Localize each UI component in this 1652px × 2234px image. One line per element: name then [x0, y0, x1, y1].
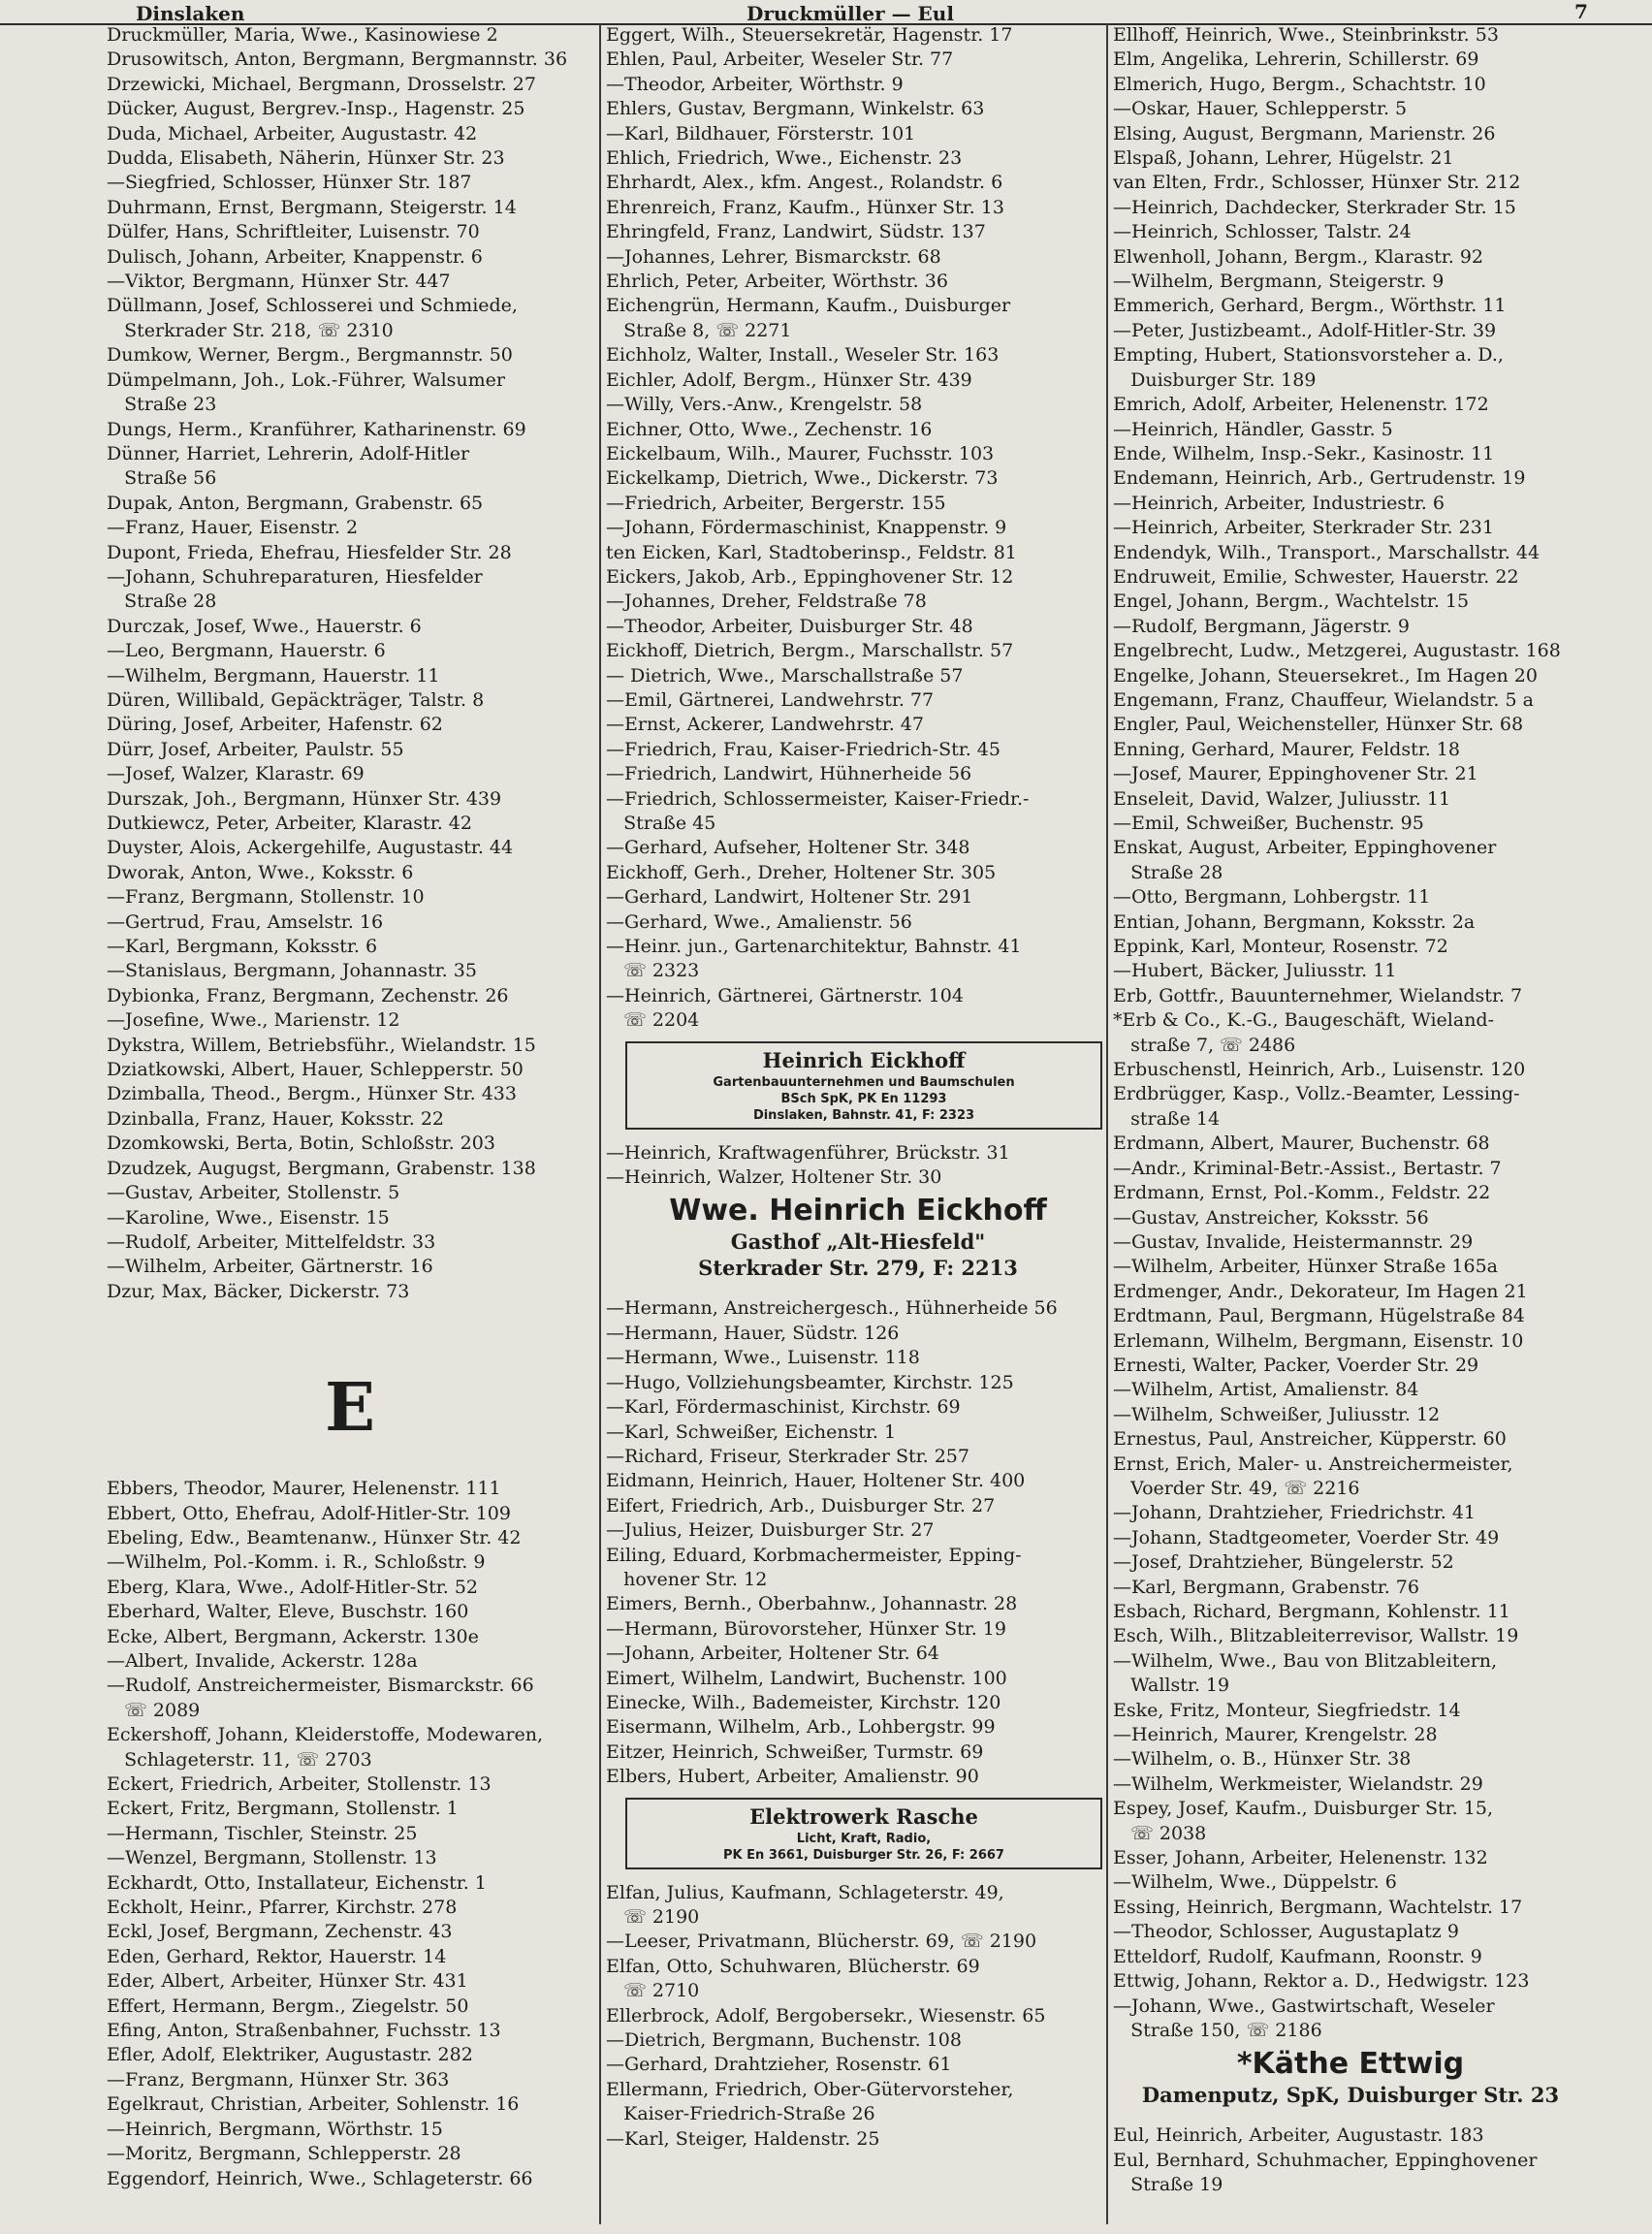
- directory-entry: Engelke, Johann, Steuersekret., Im Hagen 20: [1113, 664, 1538, 686]
- directory-entry: Enskat, August, Arbeiter, Eppinghovener: [1113, 837, 1497, 859]
- directory-entry: —Johannes, Dreher, Feldstraße 78: [606, 590, 927, 613]
- directory-entry: — Dietrich, Wwe., Marschallstraße 57: [606, 664, 964, 686]
- directory-entry: Endemann, Heinrich, Arb., Gertrudenstr. 19: [1113, 467, 1526, 490]
- directory-entry: Enning, Gerhard, Maurer, Feldstr. 18: [1113, 738, 1460, 760]
- directory-entry: —Theodor, Arbeiter, Wörthstr. 9: [606, 73, 904, 95]
- directory-entry: Ebeling, Edw., Beamtenanw., Hünxer Str. 42: [107, 1526, 522, 1548]
- directory-entry: Eckershoff, Johann, Kleiderstoffe, Modewaren,: [107, 1724, 544, 1746]
- directory-entry: —Wilhelm, Wwe., Bau von Blitzableitern,: [1113, 1649, 1498, 1672]
- directory-entry: —Gerhard, Wwe., Amalienstr. 56: [606, 910, 912, 933]
- directory-entry: Enseleit, David, Walzer, Juliusstr. 11: [1113, 787, 1451, 810]
- directory-entry: —Richard, Friseur, Sterkrader Str. 257: [606, 1445, 969, 1467]
- directory-entry: Duhrmann, Ernst, Bergmann, Steigerstr. 14: [107, 196, 517, 218]
- directory-entry: —Gerhard, Landwirt, Holtener Str. 291: [606, 886, 973, 909]
- directory-entry: Eickelbaum, Wilh., Maurer, Fuchsstr. 103: [606, 442, 995, 464]
- advertisement-title: Elektrowerk Rasche: [749, 1803, 978, 1829]
- directory-entry: Eggert, Wilh., Steuersekretär, Hagenstr. 17: [606, 24, 1013, 46]
- directory-entry: Elspaß, Johann, Lehrer, Hügelstr. 21: [1113, 147, 1454, 170]
- directory-entry: Eckert, Friedrich, Arbeiter, Stollenstr. 13: [107, 1773, 492, 1795]
- directory-entry: —Heinrich, Bergmann, Wörthstr. 15: [107, 2118, 443, 2140]
- directory-entry: Dudda, Elisabeth, Näherin, Hünxer Str. 23: [107, 147, 505, 170]
- directory-entry: Duisburger Str. 189: [1113, 368, 1317, 391]
- directory-entry: Straße 56: [107, 467, 217, 490]
- directory-entry: Ebbert, Otto, Ehefrau, Adolf-Hitler-Str. 109: [107, 1502, 511, 1524]
- directory-entry: Straße 23: [107, 394, 217, 416]
- directory-entry: Eichner, Otto, Wwe., Zechenstr. 16: [606, 418, 933, 440]
- directory-entry: Straße 45: [606, 813, 716, 834]
- directory-entry: Eppink, Karl, Monteur, Rosenstr. 72: [1113, 936, 1448, 958]
- directory-entry: Eul, Bernhard, Schuhmacher, Eppinghovener: [1113, 2149, 1538, 2171]
- advertisement-line: Gartenbauunternehmen und Baumschulen: [713, 1074, 1015, 1090]
- directory-entry: Straße 8, ☏ 2271: [606, 319, 792, 341]
- directory-entry: Eul, Heinrich, Arbeiter, Augustastr. 183: [1113, 2124, 1484, 2147]
- directory-entry: Düring, Josef, Arbeiter, Hafenstr. 62: [107, 714, 443, 736]
- directory-entry: Ehlen, Paul, Arbeiter, Weseler Str. 77: [606, 48, 954, 71]
- directory-entry: —Johann, Arbeiter, Holtener Str. 64: [606, 1643, 939, 1665]
- directory-entry: Eske, Fritz, Monteur, Siegfriedstr. 14: [1113, 1699, 1461, 1721]
- directory-entry: Efler, Adolf, Elektriker, Augustastr. 282: [107, 2044, 473, 2066]
- directory-entry: —Heinrich, Maurer, Krengelstr. 28: [1113, 1724, 1438, 1746]
- directory-entry: —Franz, Bergmann, Hünxer Str. 363: [107, 2068, 450, 2090]
- directory-entry: —Friedrich, Schlossermeister, Kaiser-Friedr.-: [606, 787, 1030, 810]
- directory-entry: Kaiser-Friedrich-Straße 26: [606, 2103, 875, 2125]
- directory-entry: Dzinballa, Franz, Hauer, Koksstr. 22: [107, 1107, 445, 1130]
- directory-entry: Dülfer, Hans, Schriftleiter, Luisenstr. 70: [107, 221, 480, 243]
- directory-entry: Eickhoff, Gerh., Dreher, Holtener Str. 305: [606, 861, 997, 883]
- directory-entry: Erbuschenstl, Heinrich, Arb., Luisenstr. 120: [1113, 1059, 1526, 1081]
- directory-entry: Eckert, Fritz, Bergmann, Stollenstr. 1: [107, 1798, 459, 1820]
- directory-entry: —Hermann, Tischler, Steinstr. 25: [107, 1822, 418, 1844]
- directory-entry: —Wilhelm, o. B., Hünxer Str. 38: [1113, 1748, 1412, 1771]
- directory-entry: Dutkiewcz, Peter, Arbeiter, Klarastr. 42: [107, 813, 472, 834]
- directory-entry: —Wilhelm, Schweißer, Juliusstr. 12: [1113, 1403, 1441, 1425]
- directory-entry: Esser, Johann, Arbeiter, Helenenstr. 132: [1113, 1847, 1488, 1869]
- directory-entry: Erlemann, Wilhelm, Bergmann, Eisenstr. 10: [1113, 1329, 1524, 1352]
- directory-entry: Eickers, Jakob, Arb., Eppinghovener Str. 12: [606, 565, 1014, 588]
- directory-entry: —Franz, Bergmann, Stollenstr. 10: [107, 886, 425, 909]
- directory-entry: Dzimballa, Theod., Bergm., Hünxer Str. 433: [107, 1083, 517, 1105]
- directory-entry: —Wilhelm, Artist, Amalienstr. 84: [1113, 1379, 1419, 1401]
- directory-entry: Eckhardt, Otto, Installateur, Eichenstr. 1: [107, 1871, 487, 1894]
- page-number: 7: [1574, 0, 1588, 23]
- directory-entry: Elwenholl, Johann, Bergm., Klarastr. 92: [1113, 245, 1484, 268]
- directory-entry: Straße 28: [107, 590, 217, 613]
- directory-entry: Dumkow, Werner, Bergm., Bergmannstr. 50: [107, 344, 513, 367]
- directory-entry: —Josefine, Wwe., Marienstr. 12: [107, 1009, 400, 1032]
- directory-entry: Erb, Gottfr., Bauunternehmer, Wielandstr. 7: [1113, 984, 1523, 1006]
- directory-entry: —Gertrud, Frau, Amselstr. 16: [107, 910, 384, 933]
- directory-entry: Dünner, Harriet, Lehrerin, Adolf-Hitler: [107, 442, 470, 464]
- directory-entry: Efing, Anton, Straßenbahner, Fuchsstr. 13: [107, 2020, 501, 2042]
- directory-entry: Ernestus, Paul, Anstreicher, Küpperstr. 60: [1113, 1428, 1507, 1451]
- directory-entry: Etteldorf, Rudolf, Kaufmann, Roonstr. 9: [1113, 1945, 1482, 1967]
- directory-entry: Engel, Johann, Bergm., Wachtelstr. 15: [1113, 590, 1470, 613]
- directory-entry: Eifert, Friedrich, Arb., Duisburger Str. 27: [606, 1494, 996, 1516]
- directory-entry: —Albert, Invalide, Ackerstr. 128a: [107, 1649, 418, 1672]
- directory-entry: —Gerhard, Aufseher, Holtener Str. 348: [606, 837, 970, 859]
- directory-entry: Dykstra, Willem, Betriebsführ., Wielandstr. 15: [107, 1034, 536, 1056]
- directory-entry: —Friedrich, Frau, Kaiser-Friedrich-Str. 45: [606, 738, 1001, 760]
- directory-entry: —Heinrich, Händler, Gasstr. 5: [1113, 418, 1393, 440]
- directory-entry: Drusowitsch, Anton, Bergmann, Bergmannstr. 36: [107, 48, 568, 71]
- section-letter: E: [325, 1369, 375, 1448]
- directory-entry: Dzomkowski, Berta, Botin, Schloßstr. 203: [107, 1133, 495, 1155]
- page-header: [0, 0, 1652, 25]
- advertisement-title: Wwe. Heinrich Eickhoff: [669, 1194, 1047, 1229]
- directory-entry: Effert, Hermann, Bergm., Ziegelstr. 50: [107, 1995, 469, 2017]
- directory-entry: —Hermann, Hauer, Südstr. 126: [606, 1322, 900, 1344]
- directory-entry: —Wilhelm, Arbeiter, Gärtnerstr. 16: [107, 1256, 433, 1278]
- directory-entry: —Hubert, Bäcker, Juliusstr. 11: [1113, 960, 1397, 982]
- header-name-range: Druckmüller — Eul: [747, 2, 954, 25]
- directory-entry: Dzudzek, Augugst, Bergmann, Grabenstr. 138: [107, 1157, 536, 1179]
- directory-entry: Elmerich, Hugo, Bergm., Schachtstr. 10: [1113, 73, 1486, 95]
- directory-entry: Duyster, Alois, Ackergehilfe, Augustastr. 44: [107, 837, 514, 859]
- directory-entry: Ebbers, Theodor, Maurer, Helenenstr. 111: [107, 1478, 501, 1500]
- directory-entry: Durczak, Josef, Wwe., Hauerstr. 6: [107, 615, 422, 637]
- directory-entry: —Karl, Bergmann, Grabenstr. 76: [1113, 1576, 1419, 1598]
- directory-entry: ☏ 2190: [606, 1906, 700, 1928]
- directory-entry: straße 14: [1113, 1107, 1221, 1130]
- directory-entry: Ehlich, Friedrich, Wwe., Eichenstr. 23: [606, 147, 963, 170]
- directory-entry: —Friedrich, Arbeiter, Bergerstr. 155: [606, 492, 946, 514]
- directory-entry: —Rudolf, Anstreichermeister, Bismarckstr. 66: [107, 1675, 534, 1697]
- directory-entry: Entian, Johann, Bergmann, Koksstr. 2a: [1113, 910, 1476, 933]
- directory-entry: —Josef, Walzer, Klarastr. 69: [107, 763, 365, 785]
- advertisement-line: PK En 3661, Duisburger Str. 26, F: 2667: [723, 1847, 1004, 1863]
- directory-entry: —Gustav, Anstreicher, Koksstr. 56: [1113, 1206, 1429, 1229]
- directory-entry: —Hermann, Wwe., Luisenstr. 118: [606, 1347, 920, 1369]
- advertisement-line: Dinslaken, Bahnstr. 41, F: 2323: [752, 1107, 975, 1123]
- directory-entry: —Hermann, Anstreichergesch., Hühnerheide 56: [606, 1297, 1058, 1320]
- advertisement-line: Gasthof „Alt-Hiesfeld": [730, 1229, 986, 1255]
- directory-entry: —Theodor, Schlosser, Augustaplatz 9: [1113, 1921, 1459, 1943]
- directory-entry: Ehringfeld, Franz, Landwirt, Südstr. 137: [606, 221, 986, 243]
- directory-entry: Ende, Wilhelm, Insp.-Sekr., Kasinostr. 11: [1113, 442, 1495, 464]
- directory-entry: —Peter, Justizbeamt., Adolf-Hitler-Str. 39: [1113, 319, 1497, 341]
- directory-entry: —Heinrich, Schlosser, Talstr. 24: [1113, 221, 1412, 243]
- directory-entry: —Gustav, Arbeiter, Stollenstr. 5: [107, 1182, 400, 1204]
- directory-entry: —Oskar, Hauer, Schlepperstr. 5: [1113, 98, 1408, 120]
- directory-entry: Eden, Gerhard, Rektor, Hauerstr. 14: [107, 1945, 447, 1967]
- directory-entry: Endruweit, Emilie, Schwester, Hauerstr. 22: [1113, 565, 1519, 588]
- directory-entry: ten Eicken, Karl, Stadtoberinsp., Feldstr. 81: [606, 541, 1017, 563]
- advertisement-line: Damenputz, SpK, Duisburger Str. 23: [1141, 2083, 1560, 2108]
- directory-entry: —Karl, Bergmann, Koksstr. 6: [107, 936, 378, 958]
- directory-entry: —Johannes, Lehrer, Bismarckstr. 68: [606, 245, 941, 268]
- directory-entry: —Leo, Bergmann, Hauerstr. 6: [107, 640, 386, 662]
- directory-entry: —Hugo, Vollziehungsbeamter, Kirchstr. 125: [606, 1371, 1014, 1393]
- directory-entry: Dupont, Frieda, Ehefrau, Hiesfelder Str. 28: [107, 541, 512, 563]
- directory-entry: —Wilhelm, Bergmann, Steigerstr. 9: [1113, 271, 1445, 293]
- directory-entry: —Gerhard, Drahtzieher, Rosenstr. 61: [606, 2054, 952, 2076]
- directory-entry: —Franz, Hauer, Eisenstr. 2: [107, 517, 359, 539]
- directory-entry: Straße 28: [1113, 861, 1223, 883]
- directory-entry: Endendyk, Wilh., Transport., Marschallstr. 44: [1113, 541, 1541, 563]
- directory-entry: *Erb & Co., K.-G., Baugeschäft, Wieland-: [1113, 1009, 1495, 1032]
- directory-entry: —Heinrich, Arbeiter, Sterkrader Str. 231: [1113, 517, 1494, 539]
- directory-entry: Dücker, August, Bergrev.-Insp., Hagenstr. 25: [107, 98, 525, 120]
- directory-entry: —Josef, Drahtzieher, Büngelerstr. 52: [1113, 1551, 1454, 1574]
- directory-entry: —Dietrich, Bergmann, Buchenstr. 108: [606, 2029, 962, 2052]
- directory-entry: Eggendorf, Heinrich, Wwe., Schlageterstr. 66: [107, 2167, 533, 2189]
- directory-entry: —Karl, Fördermaschinist, Kirchstr. 69: [606, 1396, 961, 1419]
- directory-entry: —Emil, Gärtnerei, Landwehrstr. 77: [606, 688, 935, 711]
- directory-entry: —Otto, Bergmann, Lohbergstr. 11: [1113, 886, 1431, 909]
- header-city: Dinslaken: [136, 2, 245, 25]
- directory-entry: hovener Str. 12: [606, 1568, 768, 1590]
- directory-entry: straße 7, ☏ 2486: [1113, 1034, 1296, 1056]
- advertisement-title: Heinrich Eickhoff: [762, 1047, 966, 1072]
- directory-entry: Ehrlich, Peter, Arbeiter, Wörthstr. 36: [606, 271, 948, 293]
- advertisement-line: Sterkrader Str. 279, F: 2213: [698, 1256, 1018, 1281]
- directory-entry: Straße 150, ☏ 2186: [1113, 2019, 1322, 2041]
- directory-entry: Dziatkowski, Albert, Hauer, Schlepperstr. 50: [107, 1059, 524, 1081]
- directory-entry: —Ernst, Ackerer, Landwehrstr. 47: [606, 714, 924, 736]
- directory-entry: Schlageterstr. 11, ☏ 2703: [107, 1748, 372, 1771]
- directory-entry: ☏ 2089: [107, 1699, 201, 1721]
- directory-entry: Ecke, Albert, Bergmann, Ackerstr. 130e: [107, 1625, 479, 1647]
- column-1: [107, 23, 593, 2191]
- directory-entry: —Johann, Drahtzieher, Friedrichstr. 41: [1113, 1502, 1476, 1524]
- directory-entry: ☏ 2710: [606, 1980, 700, 2002]
- directory-entry: —Karl, Bildhauer, Försterstr. 101: [606, 122, 916, 144]
- directory-entry: —Johann, Fördermaschinist, Knappenstr. 9: [606, 517, 1007, 539]
- directory-entry: —Karoline, Wwe., Eisenstr. 15: [107, 1206, 390, 1229]
- column-3: [1113, 23, 1588, 2198]
- directory-entry: —Julius, Heizer, Duisburger Str. 27: [606, 1519, 935, 1542]
- column-divider: [599, 23, 601, 2224]
- directory-entry: Eimert, Wilhelm, Landwirt, Buchenstr. 100: [606, 1667, 1007, 1689]
- directory-entry: —Emil, Schweißer, Buchenstr. 95: [1113, 813, 1424, 834]
- directory-entry: —Karl, Steiger, Haldenstr. 25: [606, 2127, 880, 2150]
- directory-entry: —Theodor, Arbeiter, Duisburger Str. 48: [606, 615, 973, 637]
- directory-entry: Elsing, August, Bergmann, Marienstr. 26: [1113, 122, 1496, 144]
- directory-entry: —Heinrich, Walzer, Holtener Str. 30: [606, 1166, 942, 1189]
- directory-entry: Sterkrader Str. 218, ☏ 2310: [107, 319, 394, 341]
- directory-entry: Dybionka, Franz, Bergmann, Zechenstr. 26: [107, 984, 509, 1006]
- directory-entry: ☏ 2323: [606, 960, 700, 982]
- directory-entry: Eder, Albert, Arbeiter, Hünxer Str. 431: [107, 1970, 468, 1993]
- directory-entry: ☏ 2204: [606, 1009, 700, 1032]
- directory-entry: —Johann, Wwe., Gastwirtschaft, Weseler: [1113, 1995, 1495, 2017]
- directory-entry: Wallstr. 19: [1113, 1675, 1230, 1697]
- directory-entry: Ettwig, Johann, Rektor a. D., Hedwigstr. 123: [1113, 1970, 1530, 1993]
- directory-entry: van Elten, Frdr., Schlosser, Hünxer Str. 212: [1113, 172, 1521, 194]
- directory-entry: —Heinr. jun., Gartenarchitektur, Bahnstr. 41: [606, 936, 1022, 958]
- directory-entry: Dungs, Herm., Kranführer, Katharinenstr. 69: [107, 418, 526, 440]
- directory-entry: —Leeser, Privatmann, Blücherstr. 69, ☏ 2190: [606, 1931, 1037, 1953]
- directory-entry: Dzur, Max, Bäcker, Dickerstr. 73: [107, 1280, 410, 1302]
- directory-entry: Engelbrecht, Ludw., Metzgerei, Augustastr. 168: [1113, 640, 1561, 662]
- advertisement: [606, 1194, 1110, 1281]
- directory-entry: —Heinrich, Gärtnerei, Gärtnerstr. 104: [606, 984, 964, 1006]
- directory-entry: Eberg, Klara, Wwe., Adolf-Hitler-Str. 52: [107, 1576, 479, 1598]
- directory-entry: Dulisch, Johann, Arbeiter, Knappenstr. 6: [107, 245, 483, 268]
- directory-entry: Dupak, Anton, Bergmann, Grabenstr. 65: [107, 492, 484, 514]
- directory-entry: —Stanislaus, Bergmann, Johannastr. 35: [107, 960, 477, 982]
- directory-entry: —Heinrich, Arbeiter, Industriestr. 6: [1113, 492, 1445, 514]
- directory-entry: Druckmüller, Maria, Wwe., Kasinowiese 2: [107, 24, 498, 46]
- directory-entry: Ernesti, Walter, Packer, Voerder Str. 29: [1113, 1354, 1479, 1376]
- directory-entry: —Wilhelm, Arbeiter, Hünxer Straße 165a: [1113, 1256, 1498, 1278]
- directory-entry: Eichengrün, Hermann, Kaufm., Duisburger: [606, 295, 1011, 317]
- directory-entry: —Siegfried, Schlosser, Hünxer Str. 187: [107, 172, 472, 194]
- directory-entry: Erdbrügger, Kasp., Vollz.-Beamter, Lessing-: [1113, 1083, 1520, 1105]
- column-2: [606, 23, 1110, 2152]
- directory-entry: Elbers, Hubert, Arbeiter, Amalienstr. 90: [606, 1766, 979, 1788]
- directory-entry: Erdmenger, Andr., Dekorateur, Im Hagen 21: [1113, 1280, 1528, 1302]
- directory-entry: —Johann, Stadtgeometer, Voerder Str. 49: [1113, 1526, 1500, 1548]
- directory-entry: —Friedrich, Landwirt, Hühnerheide 56: [606, 763, 972, 785]
- directory-entry: Einecke, Wilh., Bademeister, Kirchstr. 120: [606, 1691, 1001, 1713]
- directory-entry: Dürr, Josef, Arbeiter, Paulstr. 55: [107, 738, 404, 760]
- directory-entry: Eitzer, Heinrich, Schweißer, Turmstr. 69: [606, 1740, 984, 1763]
- directory-entry: —Karl, Schweißer, Eichenstr. 1: [606, 1420, 897, 1443]
- directory-entry: Düllmann, Josef, Schlosserei und Schmiede,: [107, 295, 518, 317]
- directory-entry: Egelkraut, Christian, Arbeiter, Sohlenstr. 16: [107, 2093, 520, 2116]
- advertisement: [1113, 2047, 1588, 2108]
- directory-entry: —Hermann, Bürovorsteher, Hünxer Str. 19: [606, 1617, 1006, 1640]
- directory-entry: Eberhard, Walter, Eleve, Buschstr. 160: [107, 1601, 469, 1623]
- directory-entry: Elfan, Otto, Schuhwaren, Blücherstr. 69: [606, 1955, 980, 1977]
- directory-entry: —Wilhelm, Pol.-Komm. i. R., Schloßstr. 9: [107, 1551, 486, 1574]
- directory-entry: Eckl, Josef, Bergmann, Zechenstr. 43: [107, 1921, 453, 1943]
- directory-entry: Ehlers, Gustav, Bergmann, Winkelstr. 63: [606, 98, 985, 120]
- directory-entry: Ehrenreich, Franz, Kaufm., Hünxer Str. 13: [606, 196, 1004, 218]
- directory-entry: —Wenzel, Bergmann, Stollenstr. 13: [107, 1847, 437, 1869]
- directory-entry: Engler, Paul, Weichensteller, Hünxer Str. 68: [1113, 714, 1524, 736]
- directory-entry: —Wilhelm, Werkmeister, Wielandstr. 29: [1113, 1772, 1483, 1795]
- directory-entry: Ernst, Erich, Maler- u. Anstreichermeister,: [1113, 1452, 1513, 1475]
- directory-entry: Ehrhardt, Alex., kfm. Angest., Rolandstr. 6: [606, 172, 1003, 194]
- directory-entry: —Viktor, Bergmann, Hünxer Str. 447: [107, 271, 451, 293]
- directory-entry: —Josef, Maurer, Eppinghovener Str. 21: [1113, 763, 1478, 785]
- directory-entry: Erdtmann, Paul, Bergmann, Hügelstraße 84: [1113, 1305, 1525, 1327]
- directory-entry: Voerder Str. 49, ☏ 2216: [1113, 1477, 1360, 1499]
- directory-entry: Emmerich, Gerhard, Bergm., Wörthstr. 11: [1113, 295, 1507, 317]
- directory-entry: Eckholt, Heinr., Pfarrer, Kirchstr. 278: [107, 1897, 458, 1919]
- directory-entry: —Wilhelm, Bergmann, Hauerstr. 11: [107, 664, 440, 686]
- directory-entry: Durszak, Joh., Bergmann, Hünxer Str. 439: [107, 787, 502, 810]
- directory-entry: Ellhoff, Heinrich, Wwe., Steinbrinkstr. 53: [1113, 24, 1499, 46]
- directory-entry: Ellerbrock, Adolf, Bergobersekr., Wiesenstr. 65: [606, 2004, 1046, 2027]
- directory-entry: Eichler, Adolf, Bergm., Hünxer Str. 439: [606, 368, 972, 391]
- directory-entry: Drzewicki, Michael, Bergmann, Drosselstr. 27: [107, 73, 536, 95]
- directory-entry: Essing, Heinrich, Bergmann, Wachtelstr. 17: [1113, 1896, 1523, 1918]
- directory-entry: —Heinrich, Dachdecker, Sterkrader Str. 15: [1113, 196, 1516, 218]
- directory-entry: —Heinrich, Kraftwagenführer, Brückstr. 31: [606, 1141, 1010, 1164]
- advertisement-line: BSch SpK, PK En 11293: [780, 1091, 947, 1106]
- directory-entry: —Rudolf, Bergmann, Jägerstr. 9: [1113, 615, 1410, 637]
- directory-entry: —Rudolf, Arbeiter, Mittelfeldstr. 33: [107, 1230, 436, 1253]
- directory-entry: Engemann, Franz, Chauffeur, Wielandstr. 5 a: [1113, 688, 1534, 711]
- directory-entry: Eidmann, Heinrich, Hauer, Holtener Str. 400: [606, 1470, 1026, 1492]
- directory-entry: Düren, Willibald, Gepäckträger, Talstr. 8: [107, 688, 485, 711]
- directory-entry: Dworak, Anton, Wwe., Koksstr. 6: [107, 861, 414, 883]
- directory-entry: Ellermann, Friedrich, Ober-Gütervorsteher,: [606, 2078, 1014, 2100]
- directory-entry: Erdmann, Ernst, Pol.-Komm., Feldstr. 22: [1113, 1182, 1491, 1204]
- directory-entry: Esch, Wilh., Blitzableiterrevisor, Wallstr. 19: [1113, 1625, 1519, 1647]
- advertisement-title: *Käthe Ettwig: [1236, 2047, 1465, 2082]
- directory-entry: —Willy, Vers.-Anw., Krengelstr. 58: [606, 394, 923, 416]
- directory-entry: Espey, Josef, Kaufm., Duisburger Str. 15,: [1113, 1798, 1493, 1820]
- directory-entry: Esbach, Richard, Bergmann, Kohlenstr. 11: [1113, 1601, 1510, 1622]
- advertisement-box: [625, 1798, 1102, 1869]
- directory-entry: Erdmann, Albert, Maurer, Buchenstr. 68: [1113, 1133, 1490, 1155]
- directory-entry: Eickelkamp, Dietrich, Wwe., Dickerstr. 73: [606, 467, 999, 490]
- directory-entry: Eickhoff, Dietrich, Bergm., Marschallstr. 57: [606, 640, 1014, 662]
- directory-entry: —Moritz, Bergmann, Schlepperstr. 28: [107, 2143, 461, 2165]
- directory-entry: Eiling, Eduard, Korbmachermeister, Epping-: [606, 1544, 1022, 1566]
- directory-entry: —Gustav, Invalide, Heistermannstr. 29: [1113, 1230, 1474, 1253]
- directory-entry: Straße 19: [1113, 2174, 1223, 2196]
- directory-entry: —Johann, Schuhreparaturen, Hiesfelder: [107, 565, 483, 588]
- advertisement-line: Licht, Kraft, Radio,: [796, 1831, 932, 1846]
- directory-entry: Elm, Angelika, Lehrerin, Schillerstr. 69: [1113, 48, 1479, 71]
- directory-entry: Duda, Michael, Arbeiter, Augustastr. 42: [107, 122, 478, 144]
- directory-entry: Eichholz, Walter, Install., Weseler Str. 163: [606, 344, 1000, 367]
- directory-entry: Eimers, Bernh., Oberbahnw., Johannastr. 28: [606, 1593, 1018, 1615]
- directory-entry: ☏ 2038: [1113, 1822, 1207, 1844]
- directory-entry: —Wilhelm, Wwe., Düppelstr. 6: [1113, 1871, 1397, 1894]
- advertisement-box: [625, 1041, 1102, 1130]
- directory-entry: Eisermann, Wilhelm, Arb., Lohbergstr. 99: [606, 1716, 996, 1739]
- directory-entry: Empting, Hubert, Stationsvorsteher a. D.,: [1113, 344, 1504, 367]
- directory-entry: Emrich, Adolf, Arbeiter, Helenenstr. 172: [1113, 394, 1489, 416]
- directory-entry: Elfan, Julius, Kaufmann, Schlageterstr. 49,: [606, 1881, 1004, 1903]
- directory-entry: —Andr., Kriminal-Betr.-Assist., Bertastr. 7: [1113, 1157, 1502, 1179]
- directory-entry: Dümpelmann, Joh., Lok.-Führer, Walsumer: [107, 368, 505, 391]
